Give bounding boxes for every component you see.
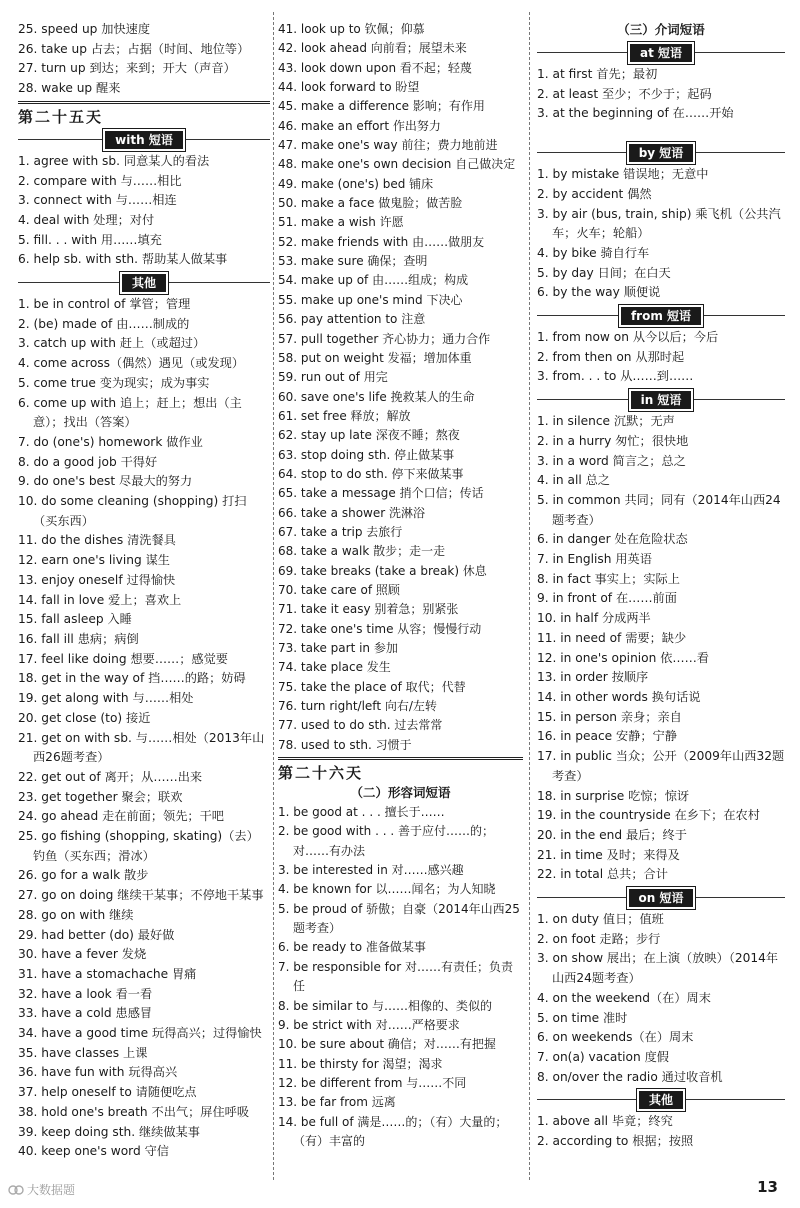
phrase-entry: 1. agree with sb. 同意某人的看法 — [18, 153, 210, 168]
phrase-entry: 48. make one's own decision 自己做决定 — [278, 157, 516, 172]
phrase-entry: 50. make a face 做鬼脸；做苦脸 — [278, 196, 463, 211]
phrase-entry: 20. in the end 最后；终于 — [537, 827, 687, 842]
phrase-entry: 17. feel like doing 想要……；感觉要 — [18, 651, 228, 666]
phrase-entry: 2. by accident 偶然 — [537, 186, 652, 201]
phrase-entry: 51. make a wish 许愿 — [278, 215, 404, 230]
phrase-entry: 20. get close (to) 接近 — [18, 710, 151, 725]
phrase-entry: 6. come up with 追上；赶上；想出（主意）；找出（答案） — [18, 395, 242, 430]
spacer — [537, 124, 785, 140]
phrase-entry: 15. in person 亲身；亲自 — [537, 709, 682, 724]
phrase-entry: 73. take part in 参加 — [278, 641, 398, 655]
phrase-entry: 5. be proud of 骄傲；自豪（2014年山西25题考查） — [278, 901, 520, 936]
phrase-group-label: in 短语 — [629, 389, 694, 411]
phrase-group-header — [18, 271, 270, 294]
phrase-group-header — [537, 304, 785, 327]
phrase-entry: 77. used to do sth. 过去常常 — [278, 718, 443, 733]
phrase-entry: 2. at least 至少；不少于；起码 — [537, 86, 712, 101]
phrase-entry: 14. in other words 换句话说 — [537, 689, 701, 704]
phrase-entry: 52. make friends with 由……做朋友 — [278, 234, 485, 249]
phrase-entry: 3. catch up with 赶上（或超过） — [18, 336, 206, 351]
column-2 — [278, 20, 523, 1151]
phrase-entry: 8. be similar to 与……相像的、类似的 — [278, 998, 492, 1013]
phrase-entry: 14. be full of 满是……的；（有）大量的；（有）丰富的 — [278, 1114, 508, 1148]
phrase-entry: 25. go fishing (shopping, skating)（去）钓鱼（买东西；滑冰） — [18, 829, 259, 863]
phrase-entry: 65. take a message 捎个口信；传话 — [278, 486, 484, 501]
phrase-group-label: 其他 — [120, 272, 168, 294]
phrase-entry: 64. stop to do sth. 停下来做某事 — [278, 466, 464, 481]
phrase-entry: 33. have a cold 患感冒 — [18, 1006, 153, 1021]
phrase-entry: 55. make up one's mind 下决心 — [278, 292, 463, 307]
phrase-entry: 66. take a shower 洗淋浴 — [278, 505, 425, 520]
watermark-logo-icon — [8, 1184, 24, 1196]
phrase-entry: 68. take a walk 散步；走一走 — [278, 544, 446, 559]
phrase-entry: 16. in peace 安静；宁静 — [537, 729, 677, 744]
phrase-entry: 2. compare with 与……相比 — [18, 173, 182, 188]
phrase-entry: 7. do (one's) homework 做作业 — [18, 434, 203, 449]
phrase-entry: 41. look up to 钦佩；仰慕 — [278, 22, 425, 36]
phrase-entry: 4. deal with 处理；对付 — [18, 212, 155, 227]
phrase-entry: 6. on weekends（在）周末 — [537, 1030, 694, 1045]
phrase-entry: 63. stop doing sth. 停止做某事 — [278, 447, 455, 462]
phrase-entry: 26. take up 占去；占据（时间、地位等） — [18, 41, 250, 56]
phrase-entry: 42. look ahead 向前看；展望未来 — [278, 41, 467, 56]
phrase-entry: 5. in common 共同；同有（2014年山西24题考查） — [537, 492, 781, 527]
phrase-entry: 1. at first 首先；最初 — [537, 67, 658, 81]
phrase-entry: 2. be good with . . . 善于应付……的；对……有办法 — [278, 824, 494, 858]
phrase-entry: 6. in danger 处在危险状态 — [537, 532, 688, 547]
phrase-group-label: at 短语 — [628, 42, 694, 64]
phrase-entry: 3. be interested in 对……感兴趣 — [278, 863, 464, 878]
phrase-entry: 2. (be) made of 由……制成的 — [18, 316, 190, 331]
phrase-entry: 16. fall ill 患病；病倒 — [18, 631, 139, 646]
phrase-entry: 1. in silence 沉默；无声 — [537, 414, 675, 429]
phrase-entry: 1. be in control of 掌管；管理 — [18, 297, 191, 312]
phrase-entry: 32. have a look 看一看 — [18, 986, 153, 1001]
phrase-entry: 5. fill. . . with 用……填充 — [18, 232, 162, 247]
column-3 — [537, 20, 785, 1152]
phrase-entry: 6. by the way 顺便说 — [537, 285, 661, 300]
phrase-entry: 31. have a stomachache 胃痛 — [18, 966, 197, 981]
phrase-entry: 1. on duty 值日；值班 — [537, 912, 664, 927]
phrase-entry: 5. come true 变为现实；成为事实 — [18, 375, 210, 390]
watermark — [8, 1181, 75, 1198]
phrase-group-header — [537, 1088, 785, 1111]
phrase-entry: 4. come across（偶然）遇见（或发现） — [18, 356, 245, 371]
phrase-entry: 4. in all 总之 — [537, 473, 610, 488]
phrase-entry: 69. take breaks (take a break) 休息 — [278, 563, 487, 578]
phrase-entry: 2. from then on 从那时起 — [537, 349, 685, 364]
section-heading: （三）介词短语 — [617, 22, 705, 37]
phrase-entry: 39. keep doing sth. 继续做某事 — [18, 1124, 200, 1139]
phrase-group-header — [537, 141, 785, 164]
phrase-entry: 4. be known for 以……闻名；为人知晓 — [278, 882, 496, 897]
phrase-entry: 2. in a hurry 匆忙；很快地 — [537, 433, 689, 448]
column-divider — [273, 12, 274, 1180]
phrase-group-header — [537, 388, 785, 411]
phrase-entry: 71. take it easy 别着急；别紧张 — [278, 602, 459, 617]
phrase-entry: 2. according to 根据；按照 — [537, 1134, 694, 1149]
phrase-entry: 45. make a difference 影响；有作用 — [278, 99, 485, 114]
phrase-entry: 28. go on with 继续 — [18, 907, 134, 922]
phrase-entry: 3. by air (bus, train, ship) 乘飞机（公共汽车；火车；轮船） — [537, 206, 781, 241]
phrase-entry: 8. on/over the radio 通过收音机 — [537, 1069, 723, 1084]
phrase-entry: 38. hold one's breath 不出气；屏住呼吸 — [18, 1104, 250, 1119]
phrase-group-label: on 短语 — [627, 887, 696, 909]
phrase-entry: 59. run out of 用完 — [278, 370, 388, 385]
phrase-entry: 53. make sure 确保；查明 — [278, 254, 428, 269]
phrase-entry: 18. get in the way of 挡……的路；妨碍 — [18, 671, 246, 686]
phrase-entry: 11. in need of 需要；缺少 — [537, 630, 687, 645]
phrase-entry: 22. in total 总共；合计 — [537, 867, 668, 882]
phrase-entry: 14. fall in love 爱上；喜欢上 — [18, 592, 182, 607]
phrase-entry: 1. by mistake 错误地；无意中 — [537, 167, 709, 182]
phrase-entry: 74. take place 发生 — [278, 660, 391, 675]
phrase-entry: 49. make (one's) bed 铺床 — [278, 176, 434, 191]
phrase-entry: 7. in English 用英语 — [537, 552, 652, 567]
phrase-entry: 54. make up of 由……组成；构成 — [278, 273, 469, 288]
phrase-entry: 72. take one's time 从容；慢慢行动 — [278, 621, 482, 636]
phrase-entry: 70. take care of 照顾 — [278, 582, 400, 597]
phrase-entry: 21. in time 及时；来得及 — [537, 847, 680, 862]
phrase-entry: 11. be thirsty for 渴望；渴求 — [278, 1056, 443, 1071]
column-1 — [18, 20, 270, 1162]
phrase-entry: 5. on time 准时 — [537, 1010, 628, 1025]
phrase-entry: 17. in public 当众；公开（2009年山西32题考查） — [537, 749, 785, 783]
phrase-entry: 9. in front of 在……前面 — [537, 591, 677, 606]
phrase-entry: 13. in order 按顺序 — [537, 670, 649, 685]
phrase-entry: 22. get out of 离开；从……出来 — [18, 769, 203, 784]
phrase-entry: 67. take a trip 去旅行 — [278, 524, 403, 539]
phrase-entry: 30. have a fever 发烧 — [18, 947, 147, 962]
phrase-entry: 26. go for a walk 散步 — [18, 868, 149, 883]
column-divider — [529, 12, 530, 1180]
phrase-entry: 36. have fun with 玩得高兴 — [18, 1065, 178, 1080]
phrase-entry: 24. go ahead 走在前面；领先；干吧 — [18, 809, 224, 824]
phrase-entry: 12. be different from 与……不同 — [278, 1075, 467, 1090]
phrase-entry: 44. look forward to 盼望 — [278, 80, 420, 95]
phrase-entry: 6. be ready to 准备做某事 — [278, 940, 426, 955]
phrase-entry: 43. look down upon 看不起；轻蔑 — [278, 60, 472, 75]
phrase-entry: 2. on foot 走路；步行 — [537, 931, 661, 946]
phrase-group-label: from 短语 — [619, 305, 703, 327]
day-heading: 第二十五天 — [18, 101, 270, 127]
phrase-entry: 62. stay up late 深夜不睡；熬夜 — [278, 428, 460, 443]
phrase-entry: 9. be strict with 对……严格要求 — [278, 1017, 460, 1032]
phrase-entry: 75. take the place of 取代；代替 — [278, 679, 466, 694]
phrase-entry: 37. help oneself to 请随便吃点 — [18, 1085, 197, 1100]
phrase-entry: 3. from. . . to 从……到…… — [537, 369, 694, 384]
phrase-entry: 21. get on with sb. 与……相处（2013年山西26题考查） — [18, 730, 265, 765]
phrase-entry: 7. on(a) vacation 度假 — [537, 1049, 669, 1064]
phrase-entry: 56. pay attention to 注意 — [278, 312, 426, 327]
section-heading: （二）形容词短语 — [350, 785, 451, 801]
phrase-entry: 4. on the weekend（在）周末 — [537, 990, 711, 1005]
phrase-entry: 12. in one's opinion 依……看 — [537, 650, 709, 665]
phrase-entry: 15. fall asleep 入睡 — [18, 612, 132, 627]
phrase-group-label: by 短语 — [627, 142, 696, 164]
phrase-entry: 8. do a good job 干得好 — [18, 454, 158, 469]
phrase-entry: 10. in half 分成两半 — [537, 611, 651, 626]
phrase-entry: 13. be far from 远离 — [278, 1095, 396, 1110]
phrase-entry: 47. make one's way 前往；费力地前进 — [278, 138, 498, 153]
phrase-entry: 34. have a good time 玩得高兴；过得愉快 — [18, 1026, 262, 1041]
phrase-entry: 25. speed up 加快速度 — [18, 22, 151, 36]
phrase-entry: 4. by bike 骑自行车 — [537, 245, 650, 260]
phrase-group-label: 其他 — [637, 1089, 685, 1111]
phrase-entry: 27. turn up 到达；来到；开大（声音） — [18, 61, 236, 76]
phrase-entry: 10. do some cleaning (shopping) 打扫（买东西） — [18, 494, 247, 528]
phrase-entry: 23. get together 聚会；联欢 — [18, 789, 183, 804]
phrase-entry: 5. by day 日间；在白天 — [537, 265, 671, 280]
phrase-group-header — [18, 128, 270, 151]
phrase-entry: 57. pull together 齐心协力；通力合作 — [278, 331, 491, 346]
phrase-group-header — [537, 41, 785, 64]
phrase-entry: 1. above all 毕竟；终究 — [537, 1114, 673, 1129]
phrase-entry: 11. do the dishes 清洗餐具 — [18, 533, 176, 548]
phrase-entry: 3. at the beginning of 在……开始 — [537, 106, 734, 121]
phrase-entry: 29. had better (do) 最好做 — [18, 927, 175, 942]
phrase-entry: 40. keep one's word 守信 — [18, 1144, 169, 1159]
phrase-entry: 61. set free 释放；解放 — [278, 408, 411, 423]
phrase-entry: 3. connect with 与……相连 — [18, 193, 177, 208]
phrase-entry: 6. help sb. with sth. 帮助某人做某事 — [18, 252, 228, 267]
phrase-entry: 18. in surprise 吃惊；惊讶 — [537, 788, 690, 803]
phrase-entry: 7. be responsible for 对……有责任；负责任 — [278, 959, 513, 994]
phrase-entry: 19. get along with 与……相处 — [18, 691, 194, 706]
phrase-entry: 58. put on weight 发福；增加体重 — [278, 350, 472, 365]
phrase-entry: 19. in the countryside 在乡下；在农村 — [537, 808, 760, 823]
phrase-entry: 35. have classes 上课 — [18, 1045, 148, 1060]
phrase-entry: 1. from now on 从今以后；今后 — [537, 330, 719, 345]
phrase-entry: 1. be good at . . . 擅长于…… — [278, 805, 445, 820]
watermark-text: 大数据题 — [27, 1183, 76, 1197]
phrase-entry: 78. used to sth. 习惯于 — [278, 737, 412, 752]
phrase-entry: 3. on show 展出；在上演（放映）（2014年山西24题考查） — [537, 951, 779, 986]
phrase-entry: 76. turn right/left 向右/左转 — [278, 699, 437, 714]
phrase-group-label: with 短语 — [103, 129, 185, 151]
day-heading: 第二十六天 — [278, 757, 523, 783]
phrase-entry: 27. go on doing 继续干某事；不停地干某事 — [18, 888, 264, 903]
phrase-entry: 9. do one's best 尽最大的努力 — [18, 474, 193, 489]
phrase-entry: 13. enjoy oneself 过得愉快 — [18, 572, 176, 587]
phrase-entry: 10. be sure about 确信；对……有把握 — [278, 1037, 496, 1052]
phrase-entry: 3. in a word 简言之；总之 — [537, 453, 686, 468]
page-number: 13 — [757, 1178, 778, 1196]
phrase-entry: 12. earn one's living 谋生 — [18, 553, 170, 568]
phrase-entry: 46. make an effort 作出努力 — [278, 118, 441, 133]
phrase-entry: 8. in fact 事实上；实际上 — [537, 571, 680, 586]
phrase-entry: 60. save one's life 挽救某人的生命 — [278, 389, 475, 404]
phrase-group-header — [537, 886, 785, 909]
phrase-entry: 28. wake up 醒来 — [18, 81, 121, 96]
